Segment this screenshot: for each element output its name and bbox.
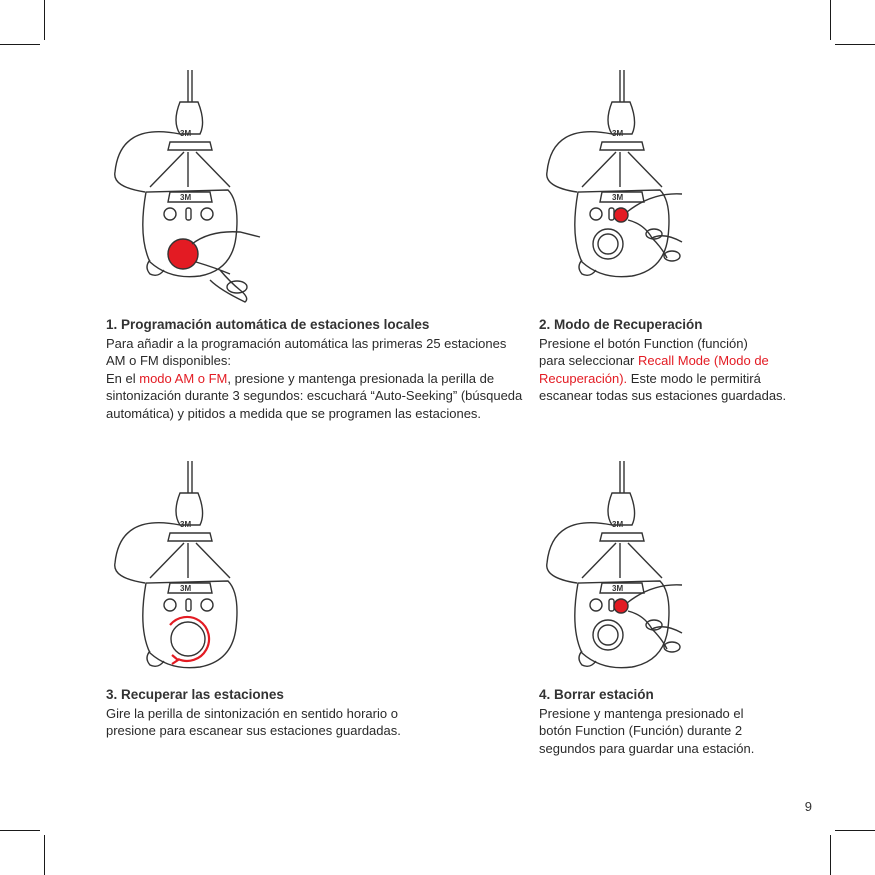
headset-illustration-2	[532, 62, 752, 312]
step-line: Presione y mantenga presionado el	[539, 705, 744, 721]
crop-mark	[0, 44, 40, 45]
step-body	[106, 335, 526, 423]
step-line: sintonización durante 3 segundos: escuchará “Auto-Seeking” (búsqueda	[106, 388, 523, 403]
step-3	[106, 686, 526, 740]
step-line: automática) y pitidos a medida que se programen las estaciones.	[106, 405, 482, 421]
step-line: AM o FM disponibles:	[106, 353, 231, 368]
brand-logo: 3M	[180, 193, 192, 202]
brand-logo: 3M	[180, 520, 192, 529]
step-body	[539, 335, 829, 405]
highlight-text: Recall Mode (Modo de	[638, 353, 769, 368]
highlight-text: modo AM o FM	[139, 370, 228, 386]
crop-mark	[835, 830, 875, 831]
function-button	[614, 599, 628, 613]
brand-logo: 3M	[612, 129, 624, 138]
crop-mark	[830, 0, 831, 40]
step-title: 4. Borrar estación	[539, 687, 654, 702]
page-number: 9	[804, 799, 812, 814]
step-line: Para añadir a la programación automática las primeras 25 estaciones	[106, 335, 507, 351]
text-run: Este modo le permitirá	[627, 370, 761, 386]
finger-press-icon	[192, 232, 260, 302]
highlight-text: Recuperación).	[539, 370, 628, 386]
text-run: En el	[106, 370, 140, 386]
step-line: Gire la perilla de sintonización en sentido horario o	[106, 705, 398, 721]
step-1	[106, 316, 526, 422]
step-line: escanear todas sus estaciones guardadas.	[539, 388, 787, 403]
step-line	[539, 370, 829, 388]
step-line: botón Function (Función) durante 2	[539, 723, 743, 738]
step-line: Presione el botón Function (función)	[539, 335, 748, 351]
step-2	[539, 316, 829, 405]
brand-logo: 3M	[612, 520, 624, 529]
step-title: 1. Programación automática de estaciones locales	[106, 317, 430, 332]
text-run: para seleccionar	[539, 353, 638, 368]
step-title: 3. Recuperar las estaciones	[106, 687, 284, 702]
step-body	[539, 705, 829, 758]
step-line: segundos para guardar una estación.	[539, 740, 755, 756]
headset-illustration-4	[532, 453, 752, 703]
brand-logo: 3M	[612, 584, 624, 593]
step-line	[539, 352, 829, 370]
text-run: , presione y mantenga presionada la perilla de	[227, 370, 495, 386]
headset-illustration-3	[100, 453, 320, 703]
crop-mark	[44, 0, 45, 40]
brand-logo: 3M	[180, 129, 192, 138]
function-button	[614, 208, 628, 222]
crop-mark	[835, 44, 875, 45]
finger-press-icon	[627, 194, 682, 258]
step-body	[106, 705, 526, 740]
headset-illustration-1	[100, 62, 320, 312]
crop-mark	[44, 835, 45, 875]
step-line	[106, 370, 526, 388]
tuning-knob	[171, 622, 205, 656]
step-line: presione para escanear sus estaciones guardadas.	[106, 723, 401, 738]
step-title: 2. Modo de Recuperación	[539, 317, 703, 332]
crop-mark	[0, 830, 40, 831]
brand-logo: 3M	[612, 193, 624, 202]
brand-logo: 3M	[180, 584, 192, 593]
step-4	[539, 686, 829, 757]
crop-mark	[830, 835, 831, 875]
finger-press-icon	[627, 585, 682, 649]
